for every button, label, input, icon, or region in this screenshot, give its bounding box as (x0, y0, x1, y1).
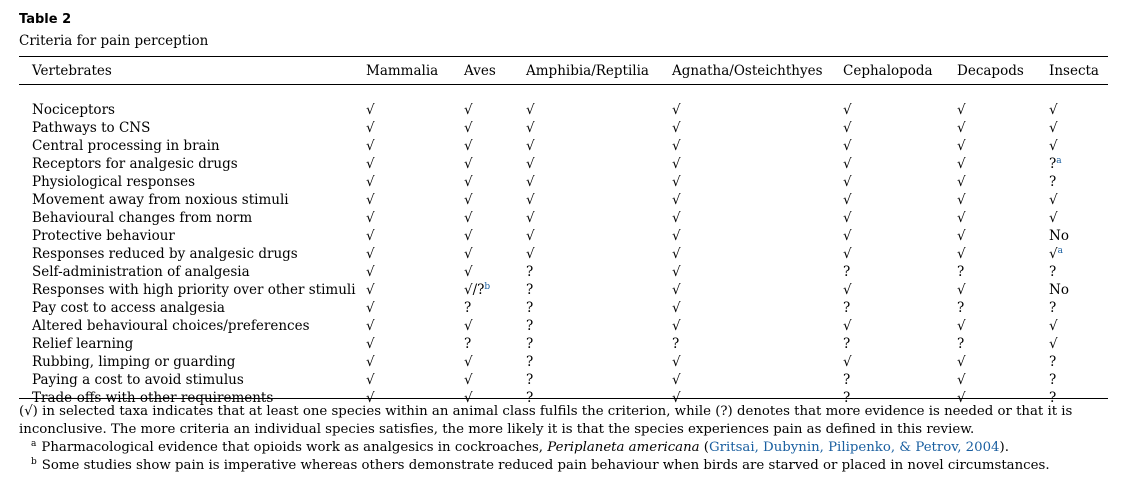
value-mark: √ (464, 318, 473, 334)
value-cell (366, 299, 464, 317)
table-row (19, 317, 1108, 335)
value-mark: ? (464, 336, 472, 352)
value-mark: √ (464, 138, 473, 154)
value-cell (526, 155, 672, 173)
value-mark: √ (957, 354, 966, 370)
value-mark: √ (464, 174, 473, 190)
value-cell (464, 101, 526, 119)
spacer-cell (19, 83, 1108, 101)
value-cell (672, 209, 843, 227)
col-header-criterion: Vertebrates (32, 62, 112, 79)
value-mark: √ (526, 246, 535, 262)
value-mark: ? (526, 318, 534, 334)
table-top-rule (19, 56, 1108, 57)
footnote-text: Some studies show pain is imperative whereas others demonstrate reduced pain behaviour when birds are starved or placed in novel circumstances. (41, 458, 1050, 473)
table-row (19, 245, 1108, 263)
value-cell (526, 227, 672, 245)
value-cell (843, 335, 957, 353)
col-header-cephalopoda: Cephalopoda (843, 62, 933, 79)
value-cell (672, 245, 843, 263)
value-mark: ? (1049, 174, 1057, 190)
value-cell (843, 353, 957, 371)
value-cell (843, 371, 957, 389)
value-cell (526, 209, 672, 227)
value-cell (957, 281, 1049, 299)
value-mark: √ (957, 246, 966, 262)
value-cell (672, 335, 843, 353)
header-row (19, 58, 1108, 83)
value-mark: √ (843, 246, 852, 262)
value-mark: √ (464, 192, 473, 208)
value-mark: ? (526, 390, 534, 406)
table-row (19, 227, 1108, 245)
footnote-text: Pharmacological evidence that opioids work as analgesics in cockroaches, (41, 440, 548, 455)
value-mark: √ (957, 192, 966, 208)
value-mark: ? (1049, 390, 1057, 406)
value-mark: √ (1049, 102, 1058, 118)
value-cell (366, 101, 464, 119)
footnote-ref[interactable]: a (1056, 156, 1062, 166)
value-mark: ? (526, 264, 534, 280)
table-row (19, 353, 1108, 371)
value-cell (1049, 191, 1108, 209)
table-row (19, 101, 1108, 119)
value-mark: √ (1049, 120, 1058, 136)
value-mark: √ (672, 156, 681, 172)
value-cell (366, 191, 464, 209)
criterion-cell: Protective behaviour (32, 228, 175, 244)
table-row (19, 209, 1108, 227)
value-cell (464, 245, 526, 263)
value-mark: √/? (464, 282, 485, 298)
value-mark: ? (843, 390, 851, 406)
value-mark: √ (957, 120, 966, 136)
value-mark: √ (843, 192, 852, 208)
value-cell (957, 299, 1049, 317)
table-row (19, 137, 1108, 155)
value-cell (366, 155, 464, 173)
value-mark: √ (366, 174, 375, 190)
value-mark: √ (366, 390, 375, 406)
value-mark: √ (366, 120, 375, 136)
value-cell (957, 317, 1049, 335)
value-mark: √ (957, 228, 966, 244)
value-cell (464, 191, 526, 209)
value-cell (672, 119, 843, 137)
value-mark: √ (672, 246, 681, 262)
value-mark: √ (366, 264, 375, 280)
footnote-b (19, 457, 1111, 475)
value-mark: √ (672, 354, 681, 370)
criterion-cell: Rubbing, limping or guarding (32, 354, 236, 370)
value-cell (366, 335, 464, 353)
value-cell (957, 353, 1049, 371)
value-mark: √ (672, 210, 681, 226)
value-mark: √ (526, 174, 535, 190)
value-cell (526, 371, 672, 389)
value-mark: √ (957, 390, 966, 406)
value-mark: √ (843, 174, 852, 190)
value-cell (672, 263, 843, 281)
value-mark: √ (464, 228, 473, 244)
value-mark: √ (366, 138, 375, 154)
value-mark: √ (366, 336, 375, 352)
criterion-cell: Trade-offs with other requirements (32, 390, 274, 406)
value-cell (843, 227, 957, 245)
value-mark: √ (957, 318, 966, 334)
value-mark: √ (1049, 192, 1058, 208)
table-notes (19, 403, 1111, 475)
value-mark: √ (672, 138, 681, 154)
footnote-a (19, 439, 1111, 457)
value-mark: √ (464, 390, 473, 406)
value-cell (1049, 299, 1108, 317)
value-cell (843, 119, 957, 137)
table-label: Table 2 (19, 12, 72, 27)
value-mark: √ (843, 102, 852, 118)
value-cell (1049, 101, 1108, 119)
value-cell (1049, 227, 1108, 245)
footnote-ref[interactable]: b (484, 282, 491, 292)
criterion-cell: Relief learning (32, 336, 134, 352)
table-row (19, 155, 1108, 173)
value-cell (843, 155, 957, 173)
table-body (19, 83, 1108, 407)
value-mark: √ (957, 210, 966, 226)
value-mark: ? (957, 300, 965, 316)
value-cell (672, 101, 843, 119)
value-cell (672, 281, 843, 299)
value-cell (1049, 371, 1108, 389)
value-mark: ? (526, 354, 534, 370)
value-mark: √ (366, 372, 375, 388)
value-mark: ? (526, 282, 534, 298)
value-mark: √ (526, 120, 535, 136)
value-mark: √ (526, 228, 535, 244)
value-cell (366, 245, 464, 263)
value-mark: ? (843, 264, 851, 280)
criterion-cell: Nociceptors (32, 102, 115, 118)
value-cell (526, 137, 672, 155)
value-cell (843, 317, 957, 335)
citation-link[interactable]: Gritsai, Dubynin, Pilipenko, & Petrov, 2004 (709, 440, 1000, 455)
value-mark: ? (957, 264, 965, 280)
value-mark: √ (672, 282, 681, 298)
value-mark: √ (957, 372, 966, 388)
value-cell (672, 299, 843, 317)
value-cell (957, 371, 1049, 389)
criterion-cell: Behavioural changes from norm (32, 210, 253, 226)
value-mark: √ (1049, 246, 1058, 262)
value-cell (1049, 137, 1108, 155)
value-cell (366, 263, 464, 281)
value-mark: √ (672, 192, 681, 208)
value-mark: √ (366, 246, 375, 262)
value-mark: √ (526, 210, 535, 226)
value-cell (957, 191, 1049, 209)
col-header-agnatha-osteichthyes: Agnatha/Osteichthyes (672, 62, 823, 79)
value-mark: √ (366, 210, 375, 226)
value-mark: ? (957, 336, 965, 352)
value-cell (464, 317, 526, 335)
value-mark: √ (1049, 138, 1058, 154)
value-mark: ? (526, 300, 534, 316)
value-cell (366, 371, 464, 389)
criterion-cell: Altered behavioural choices/preferences (32, 318, 310, 334)
value-cell (957, 101, 1049, 119)
value-cell (464, 155, 526, 173)
value-cell (672, 191, 843, 209)
criterion-cell: Paying a cost to avoid stimulus (32, 372, 244, 388)
value-mark: √ (464, 354, 473, 370)
value-cell (1049, 173, 1108, 191)
value-mark: √ (366, 300, 375, 316)
criteria-table (19, 58, 1108, 407)
value-mark: √ (464, 372, 473, 388)
value-mark: √ (843, 156, 852, 172)
value-cell (957, 245, 1049, 263)
value-mark: √ (843, 354, 852, 370)
value-mark: ? (1049, 300, 1057, 316)
criterion-cell: Central processing in brain (32, 138, 220, 154)
value-mark: √ (672, 174, 681, 190)
table-row (19, 281, 1108, 299)
col-header-mammalia: Mammalia (366, 62, 439, 79)
value-cell (526, 173, 672, 191)
value-cell (957, 155, 1049, 173)
value-cell (672, 155, 843, 173)
table-row (19, 371, 1108, 389)
value-cell (843, 173, 957, 191)
value-mark: √ (366, 156, 375, 172)
value-cell (464, 173, 526, 191)
value-cell (366, 173, 464, 191)
value-cell (1049, 119, 1108, 137)
value-cell (1049, 353, 1108, 371)
value-mark: √ (526, 102, 535, 118)
value-mark: √ (672, 372, 681, 388)
value-cell (957, 227, 1049, 245)
value-cell (1049, 245, 1108, 263)
value-cell (464, 353, 526, 371)
value-cell (1049, 281, 1108, 299)
footnote-ref[interactable]: a (1057, 246, 1063, 256)
species-name: Periplaneta americana (547, 440, 700, 455)
value-cell (1049, 335, 1108, 353)
value-cell (843, 299, 957, 317)
value-cell (464, 137, 526, 155)
value-mark: √ (526, 156, 535, 172)
criterion-cell: Responses with high priority over other stimuli (32, 282, 356, 298)
value-cell (464, 281, 526, 299)
value-cell (526, 299, 672, 317)
value-cell (957, 137, 1049, 155)
value-mark: √ (957, 174, 966, 190)
value-mark: √ (1049, 336, 1058, 352)
col-header-decapods: Decapods (957, 62, 1024, 79)
criterion-cell: Pay cost to access analgesia (32, 300, 225, 316)
value-mark: √ (843, 120, 852, 136)
value-cell (957, 209, 1049, 227)
value-mark: √ (464, 156, 473, 172)
value-cell (526, 191, 672, 209)
table-title: Criteria for pain perception (19, 33, 209, 49)
value-cell (672, 137, 843, 155)
header-spacer (19, 83, 1108, 101)
value-mark: √ (464, 102, 473, 118)
value-cell (526, 281, 672, 299)
value-mark: ? (526, 372, 534, 388)
value-cell (843, 191, 957, 209)
value-mark: ? (1049, 354, 1057, 370)
value-mark: √ (672, 264, 681, 280)
value-cell (843, 137, 957, 155)
paren-close: ). (999, 440, 1009, 455)
value-cell (672, 371, 843, 389)
value-cell (1049, 263, 1108, 281)
col-header-amphibia-reptilia: Amphibia/Reptilia (526, 62, 649, 79)
value-mark: √ (672, 102, 681, 118)
criterion-cell: Pathways to CNS (32, 120, 151, 136)
value-mark: √ (843, 138, 852, 154)
table-row (19, 299, 1108, 317)
value-mark: No (1049, 228, 1069, 244)
value-mark: No (1049, 282, 1069, 298)
value-cell (1049, 209, 1108, 227)
value-mark: √ (464, 246, 473, 262)
footnote-mark: a (31, 439, 37, 449)
value-mark: ? (1049, 156, 1057, 172)
value-mark: √ (957, 102, 966, 118)
value-cell (464, 371, 526, 389)
value-cell (526, 101, 672, 119)
table-row (19, 173, 1108, 191)
value-cell (464, 119, 526, 137)
value-cell (843, 101, 957, 119)
value-cell (366, 227, 464, 245)
value-mark: ? (1049, 264, 1057, 280)
value-mark: √ (366, 228, 375, 244)
value-mark: √ (843, 318, 852, 334)
value-mark: √ (843, 282, 852, 298)
table-row (19, 191, 1108, 209)
value-cell (464, 299, 526, 317)
criterion-cell: Receptors for analgesic drugs (32, 156, 238, 172)
value-mark: √ (843, 210, 852, 226)
value-cell (366, 317, 464, 335)
value-cell (366, 209, 464, 227)
value-cell (464, 263, 526, 281)
value-mark: √ (526, 192, 535, 208)
value-mark: ? (1049, 372, 1057, 388)
value-cell (672, 173, 843, 191)
value-cell (957, 335, 1049, 353)
value-cell (672, 317, 843, 335)
value-cell (957, 263, 1049, 281)
value-cell (526, 119, 672, 137)
value-cell (526, 335, 672, 353)
value-cell (526, 245, 672, 263)
value-cell (843, 281, 957, 299)
value-cell (843, 209, 957, 227)
value-mark: ? (526, 336, 534, 352)
value-mark: √ (366, 282, 375, 298)
value-cell (366, 281, 464, 299)
value-mark: √ (1049, 318, 1058, 334)
criterion-cell: Responses reduced by analgesic drugs (32, 246, 298, 262)
value-mark: √ (366, 192, 375, 208)
col-header-aves: Aves (464, 62, 496, 79)
value-mark: √ (672, 390, 681, 406)
value-cell (843, 245, 957, 263)
table-row (19, 119, 1108, 137)
value-mark: √ (1049, 210, 1058, 226)
value-mark: √ (464, 210, 473, 226)
value-mark: √ (672, 300, 681, 316)
value-cell (464, 209, 526, 227)
value-mark: √ (464, 120, 473, 136)
value-mark: √ (672, 318, 681, 334)
value-cell (464, 335, 526, 353)
value-mark: ? (843, 300, 851, 316)
value-mark: √ (366, 318, 375, 334)
value-mark: ? (843, 372, 851, 388)
value-mark: √ (957, 282, 966, 298)
value-mark: √ (957, 138, 966, 154)
value-cell (366, 119, 464, 137)
value-mark: √ (464, 264, 473, 280)
value-mark: √ (672, 228, 681, 244)
value-cell (1049, 317, 1108, 335)
paren-open: ( (699, 440, 709, 455)
value-mark: √ (526, 138, 535, 154)
value-mark: √ (366, 354, 375, 370)
value-cell (957, 119, 1049, 137)
value-cell (843, 263, 957, 281)
value-mark: ? (464, 300, 472, 316)
value-mark: √ (843, 228, 852, 244)
value-cell (1049, 155, 1108, 173)
table-row (19, 263, 1108, 281)
value-mark: √ (957, 156, 966, 172)
value-cell (526, 263, 672, 281)
legend-note: (√) in selected taxa indicates that at least one species within an animal class fulfils the criterion, while (?) denotes that more evidence is needed or that it is inconclusive. The more criteria an individual species satisfies, the more likely it is that the species experiences pain as defined in this review. (19, 404, 1073, 437)
criterion-cell: Self-administration of analgesia (32, 264, 250, 280)
table-row (19, 335, 1108, 353)
value-cell (672, 227, 843, 245)
value-cell (366, 137, 464, 155)
value-cell (464, 227, 526, 245)
value-cell (526, 353, 672, 371)
value-cell (526, 317, 672, 335)
col-header-insecta: Insecta (1049, 62, 1099, 79)
value-mark: √ (366, 102, 375, 118)
value-mark: √ (672, 120, 681, 136)
value-mark: ? (672, 336, 680, 352)
value-mark: ? (843, 336, 851, 352)
footnote-mark: b (31, 457, 37, 467)
criterion-cell: Physiological responses (32, 174, 196, 190)
value-cell (672, 353, 843, 371)
value-cell (366, 353, 464, 371)
value-cell (957, 173, 1049, 191)
criterion-cell: Movement away from noxious stimuli (32, 192, 289, 208)
